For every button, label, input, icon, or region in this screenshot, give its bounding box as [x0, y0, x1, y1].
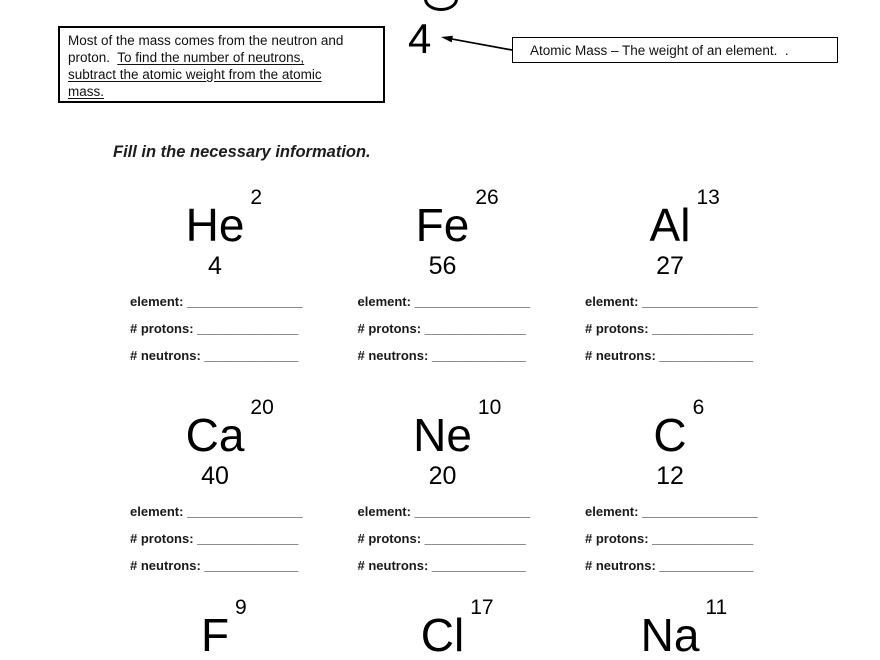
note-text: proton. [68, 50, 118, 65]
mass-note-box [58, 26, 385, 103]
element-symbol: He [185, 199, 245, 251]
atomic-number: 10 [477, 396, 502, 419]
element-row-2 [130, 388, 758, 579]
protons-blank-line: # protons: ______________ [357, 531, 526, 546]
neutrons-blank-line: # neutrons: _____________ [130, 558, 299, 573]
element-card-c [585, 388, 758, 579]
protons-blank-line: # protons: ______________ [585, 321, 754, 336]
mass-number: 4 [208, 252, 222, 280]
atomic-number: 2 [250, 186, 263, 209]
fill-in-lines [585, 288, 758, 369]
atomic-number: 26 [475, 186, 499, 209]
neutrons-blank-line: # neutrons: _____________ [585, 558, 754, 573]
note-text: Most of the mass comes from the neutron and [68, 33, 344, 48]
atomic-number: 9 [235, 596, 247, 619]
mass-number: 12 [656, 462, 684, 490]
element-symbol: C [653, 409, 687, 461]
atomic-number: 17 [470, 596, 494, 619]
fill-in-lines [357, 498, 531, 579]
protons-blank-line: # protons: ______________ [130, 321, 299, 336]
fill-in-lines [585, 498, 758, 579]
fill-in-lines [130, 288, 303, 369]
note-text-underlined: mass. [68, 84, 105, 99]
element-card-f [130, 588, 300, 660]
element-blank-line: element: ________________ [130, 504, 303, 519]
note-line-2 [68, 49, 375, 66]
note-line-4 [68, 83, 375, 100]
element-row-3 [130, 588, 755, 660]
symbol-row [130, 596, 300, 660]
protons-blank-line: # protons: ______________ [585, 531, 754, 546]
arrow-icon [436, 29, 516, 55]
atomic-mass-definition-text: Atomic Mass – The weight of an element. . [530, 42, 789, 58]
note-text-underlined: To find the number of neutrons, [117, 50, 305, 65]
element-blank-line: element: ________________ [585, 294, 758, 309]
atomic-mass-definition-box [512, 37, 838, 63]
symbol-row [585, 596, 755, 660]
element-symbol: Fe [415, 199, 470, 251]
mass-number: 27 [656, 252, 684, 280]
element-card-ne [357, 388, 531, 579]
fill-in-lines [357, 288, 531, 369]
mass-number: 20 [428, 462, 457, 490]
element-card-al [585, 178, 758, 369]
neutrons-blank-line: # neutrons: _____________ [357, 558, 526, 573]
element-symbol: Ne [413, 409, 472, 461]
protons-blank-line: # protons: ______________ [130, 531, 299, 546]
note-line-3 [68, 66, 375, 83]
element-symbol: F [200, 609, 230, 660]
element-symbol: Ca [185, 409, 245, 461]
element-blank-line: element: ________________ [130, 294, 303, 309]
fill-in-lines [130, 498, 303, 579]
element-card-fe [357, 178, 531, 369]
element-symbol: Cl [420, 609, 465, 660]
neutrons-blank-line: # neutrons: _____________ [357, 348, 526, 363]
atomic-number: 11 [705, 596, 728, 619]
note-line-1 [68, 32, 375, 49]
mass-number: 40 [201, 462, 229, 490]
element-symbol: Na [640, 609, 700, 660]
element-card-ca [130, 388, 303, 579]
element-card-he [130, 178, 303, 369]
symbol-row [358, 186, 528, 251]
element-row-1 [130, 178, 758, 369]
neutrons-blank-line: # neutrons: _____________ [585, 348, 754, 363]
element-blank-line: element: ________________ [357, 294, 531, 309]
element-blank-line: element: ________________ [357, 504, 531, 519]
symbol-row [358, 396, 528, 461]
symbol-row [358, 596, 528, 660]
symbol-row [585, 396, 755, 461]
atomic-number: 13 [696, 186, 720, 209]
element-blank-line: element: ________________ [585, 504, 758, 519]
element-symbol: Al [649, 199, 691, 251]
protons-blank-line: # protons: ______________ [357, 321, 526, 336]
note-text-underlined: subtract the atomic weight from the atomic [68, 67, 322, 82]
neutrons-blank-line: # neutrons: _____________ [130, 348, 299, 363]
atomic-mass-example-value: 4 [408, 15, 432, 62]
atomic-number: 20 [250, 396, 274, 419]
mass-number: 56 [428, 252, 457, 280]
element-card-na [585, 588, 755, 660]
symbol-row [130, 186, 300, 251]
atomic-number: 6 [692, 396, 705, 419]
instruction-text: Fill in the necessary information. [113, 143, 371, 161]
cropped-title-glyph [424, 0, 458, 11]
symbol-row [130, 396, 300, 461]
element-card-cl [358, 588, 528, 660]
symbol-row [585, 186, 755, 251]
